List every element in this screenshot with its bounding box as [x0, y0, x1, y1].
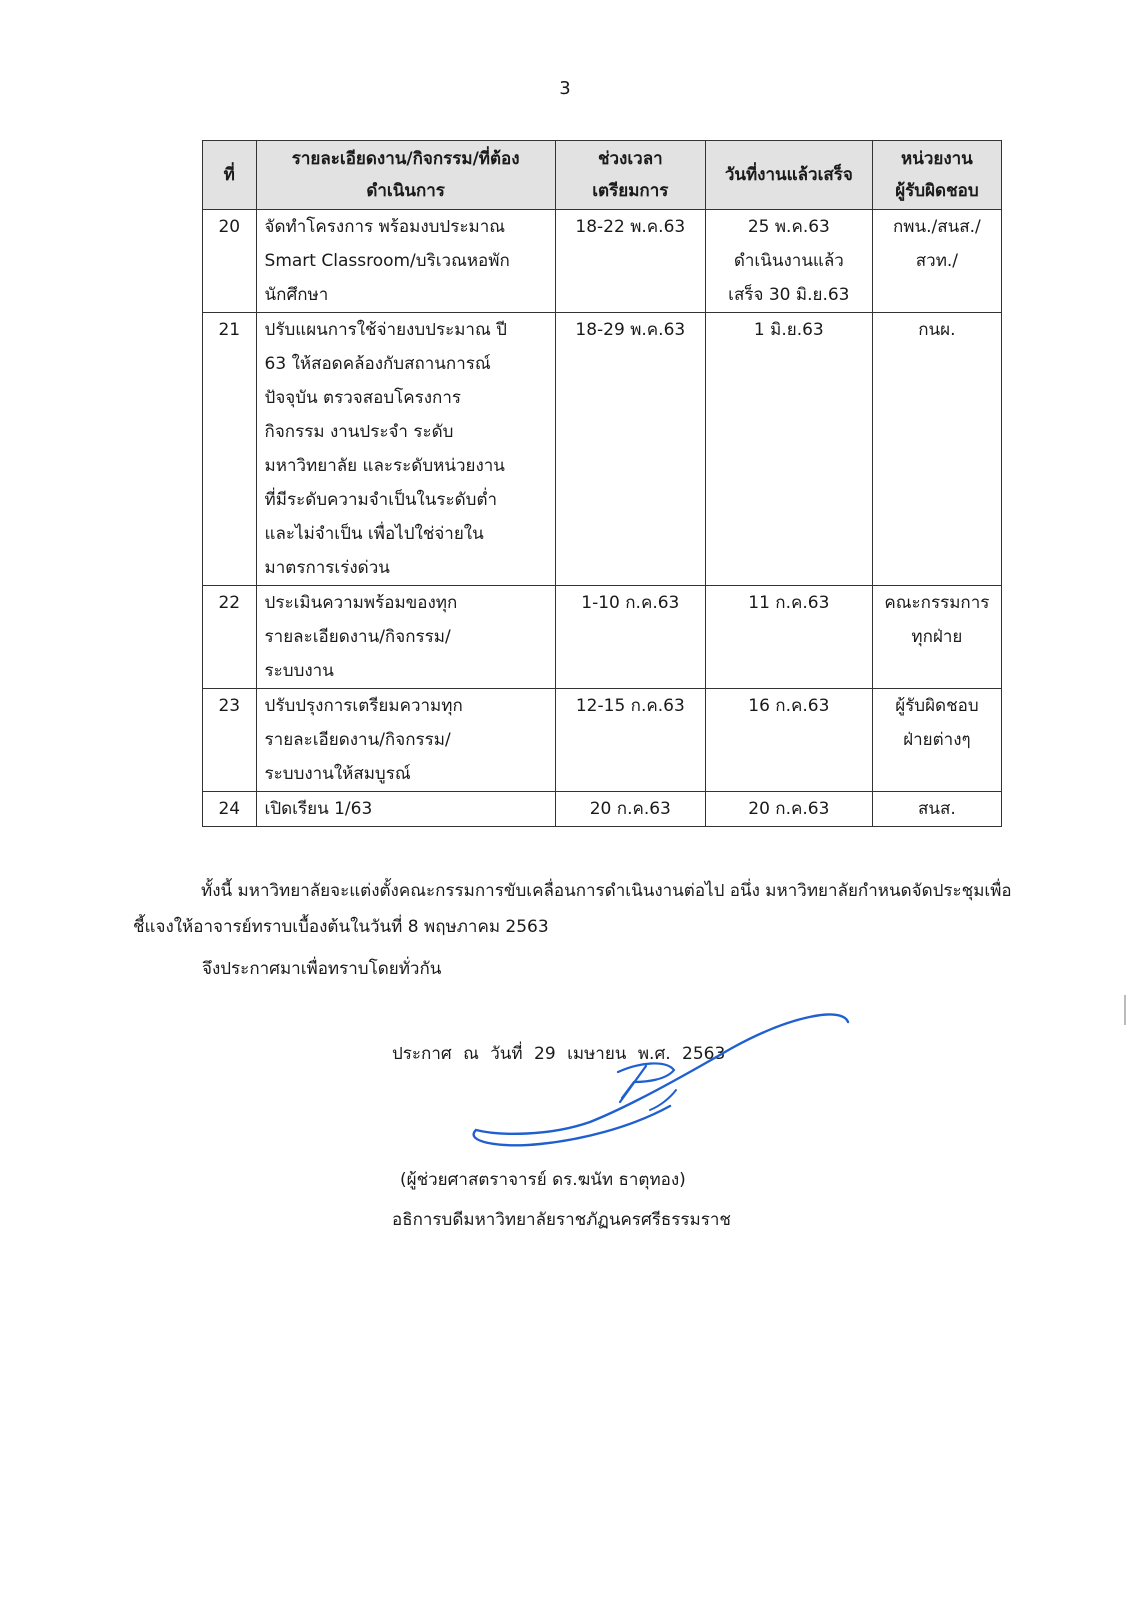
scan-edge-mark — [1124, 995, 1126, 1025]
header-detail: รายละเอียดงาน/กิจกรรม/ที่ต้อง ดำเนินการ — [256, 141, 555, 210]
announcement-paragraph: ทั้งนี้ มหาวิทยาลัยจะแต่งตั้งคณะกรรมการขับเคลื่อนการดำเนินงานต่อไป อนึ่ง มหาวิทยาลัยกำหนดจัดประชุมเพื่อชี้แจงให้อาจารย์ทราบเบื้องต้นในวันที่ 8 พฤษภาคม 2563 — [133, 881, 1012, 937]
table-row — [203, 313, 1002, 586]
closing-paragraph: จึงประกาศมาเพื่อทราบโดยทั่วกัน — [202, 959, 442, 979]
row-responsible-unit: ผู้รับผิดชอบ ฝ่ายต่างๆ — [872, 689, 1001, 792]
row-number: 22 — [203, 586, 257, 689]
header-completion-date: วันที่งานแล้วเสร็จ — [705, 141, 872, 210]
row-completion-date: 25 พ.ค.63 ดำเนินงานแล้ว เสร็จ 30 มิ.ย.63 — [705, 210, 872, 313]
row-responsible-unit: คณะกรรมการ ทุกฝ่าย — [872, 586, 1001, 689]
handwritten-signature — [470, 1010, 870, 1170]
row-completion-date: 20 ก.ค.63 — [705, 792, 872, 827]
row-number: 24 — [203, 792, 257, 827]
announcement-date: ประกาศ ณ วันที่ 29 เมษายน พ.ศ. 2563 — [392, 1044, 726, 1064]
row-prep-period: 20 ก.ค.63 — [555, 792, 705, 827]
signatory-name: (ผู้ช่วยศาสตราจารย์ ดร.ฆนัท ธาตุทอง) — [400, 1170, 686, 1190]
row-detail: ประเมินความพร้อมของทุก รายละเอียดงาน/กิจกรรม/ ระบบงาน — [256, 586, 555, 689]
row-detail: จัดทำโครงการ พร้อมงบประมาณ Smart Classroom/บริเวณหอพัก นักศึกษา — [256, 210, 555, 313]
table-row — [203, 689, 1002, 792]
table-row — [203, 210, 1002, 313]
row-completion-date: 16 ก.ค.63 — [705, 689, 872, 792]
row-number: 23 — [203, 689, 257, 792]
row-responsible-unit: สนส. — [872, 792, 1001, 827]
header-prep-period: ช่วงเวลา เตรียมการ — [555, 141, 705, 210]
row-number: 21 — [203, 313, 257, 586]
table-row — [203, 586, 1002, 689]
row-number: 20 — [203, 210, 257, 313]
table-row — [203, 792, 1002, 827]
activity-table — [202, 140, 1002, 827]
row-responsible-unit: กพน./สนส./ สวท./ — [872, 210, 1001, 313]
row-completion-date: 11 ก.ค.63 — [705, 586, 872, 689]
row-prep-period: 1-10 ก.ค.63 — [555, 586, 705, 689]
signatory-title: อธิการบดีมหาวิทยาลัยราชภัฏนครศรีธรรมราช — [392, 1210, 731, 1230]
row-prep-period: 12-15 ก.ค.63 — [555, 689, 705, 792]
row-prep-period: 18-29 พ.ค.63 — [555, 313, 705, 586]
page-number: 3 — [559, 78, 571, 99]
row-detail: ปรับแผนการใช้จ่ายงบประมาณ ปี 63 ให้สอดคล้องกับสถานการณ์ ปัจจุบัน ตรวจสอบโครงการ กิจกรรม งานประจำ ระดับ มหาวิทยาลัย และระดับหน่วยงาน ที่มีระดับความจำเป็นในระดับต่ำ และไม่จำเป็น เพื่อไปใช่จ่ายใน มาตรการเร่งด่วน — [256, 313, 555, 586]
row-responsible-unit: กนผ. — [872, 313, 1001, 586]
table-header-row — [203, 141, 1002, 210]
header-no: ที่ — [203, 141, 257, 210]
header-responsible-unit: หน่วยงาน ผู้รับผิดชอบ — [872, 141, 1001, 210]
row-detail: ปรับปรุงการเตรียมความทุก รายละเอียดงาน/กิจกรรม/ ระบบงานให้สมบูรณ์ — [256, 689, 555, 792]
row-prep-period: 18-22 พ.ค.63 — [555, 210, 705, 313]
row-detail: เปิดเรียน 1/63 — [256, 792, 555, 827]
row-completion-date: 1 มิ.ย.63 — [705, 313, 872, 586]
